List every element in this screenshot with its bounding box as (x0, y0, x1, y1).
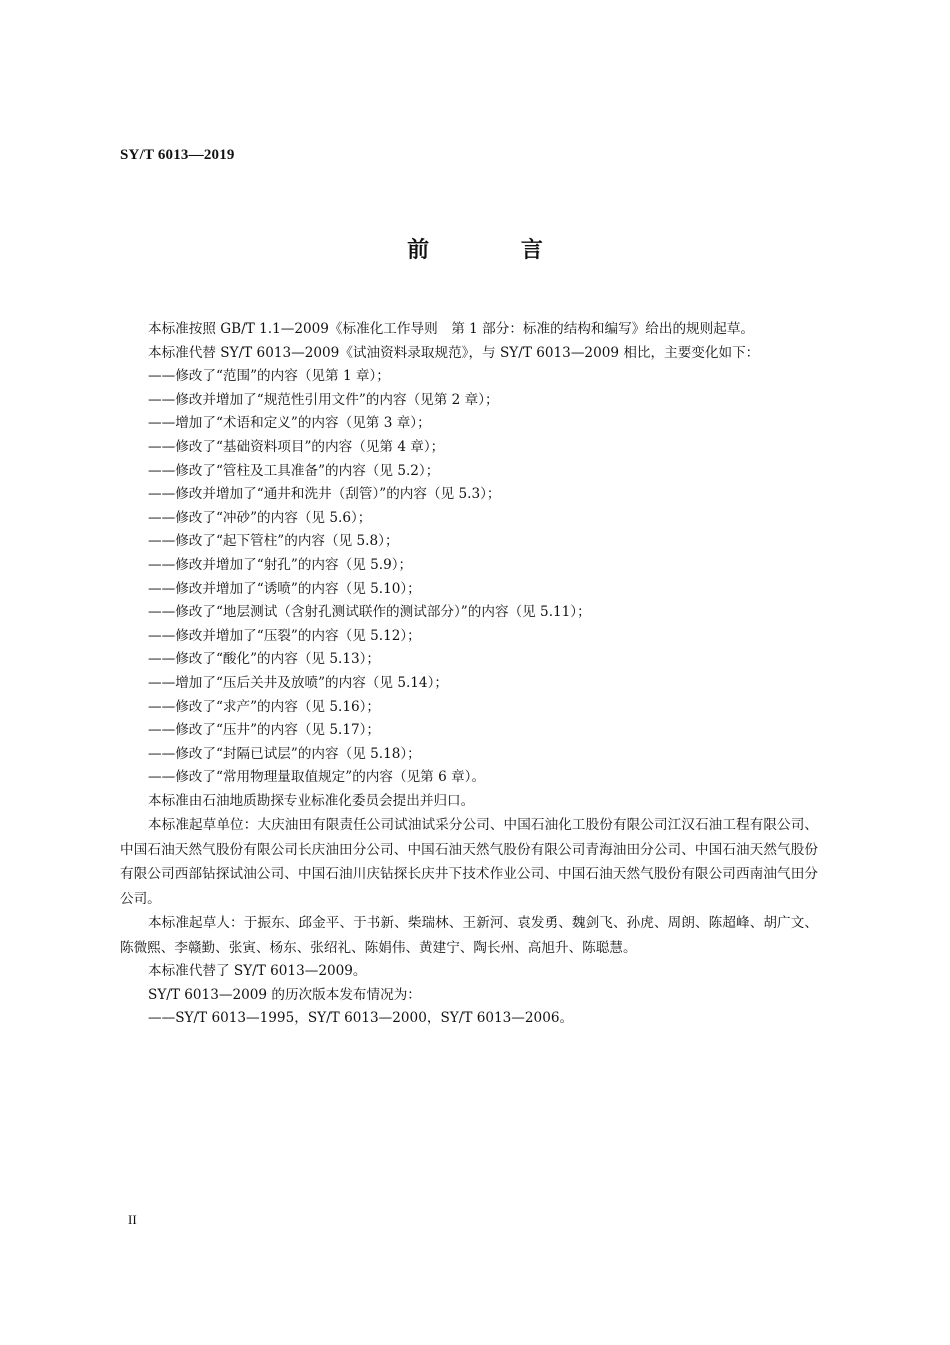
history-list-paragraph: ——SY/T 6013—1995，SY/T 6013—2000，SY/T 6013—2006。 (148, 1010, 574, 1027)
list-item: ——修改了“管柱及工具准备”的内容（见 5.2）； (148, 462, 440, 479)
list-item: ——修改并增加了“压裂”的内容（见 5.12）； (148, 627, 421, 644)
list-item: ——修改并增加了“射孔”的内容（见 5.9）； (148, 556, 413, 573)
proposed-by-paragraph: 本标准由石油地质勘探专业标准化委员会提出并归口。 (148, 792, 475, 809)
list-item: ——修改了“压井”的内容（见 5.17）； (148, 722, 380, 739)
list-item: ——修改了“范围”的内容（见第 1 章）； (148, 368, 390, 385)
list-item: ——增加了“压后关井及放喷”的内容（见 5.14）； (148, 674, 448, 691)
list-item: ——修改并增加了“诱喷”的内容（见 5.10）； (148, 580, 421, 597)
list-item: ——修改并增加了“通井和洗井（刮管）”的内容（见 5.3）； (148, 486, 501, 503)
page-number: II (128, 1212, 137, 1227)
drafting-units-paragraph: 本标准起草单位：大庆油田有限责任公司试油试采分公司、中国石油化工股份有限公司江汉石油工程有限公司、中国石油天然气股份有限公司长庆油田分公司、中国石油天然气股份有限公司青海油田分公司、中国石油天然气股份有限公司西部钻探试油公司、中国石油川庆钻探长庆井下技术作业公司、中国石油天然气股份有限公司西南油气田分公司。 (120, 817, 818, 907)
list-item: ——修改了“求产”的内容（见 5.16）； (148, 698, 380, 715)
standard-code: SY/T 6013—2019 (120, 147, 235, 163)
replaced-paragraph: 本标准代替了 SY/T 6013—2009。 (148, 962, 367, 979)
list-item: ——修改了“起下管柱”的内容（见 5.8）； (148, 533, 399, 550)
replaces-intro-paragraph: 本标准代替 SY/T 6013—2009《试油资料录取规范》，与 SY/T 6013—2009 相比，主要变化如下： (148, 344, 760, 361)
changes-list (120, 365, 818, 790)
list-item: ——修改了“酸化”的内容（见 5.13）； (148, 651, 380, 668)
list-item: ——修改了“基础资料项目”的内容（见第 4 章）； (148, 438, 445, 455)
drafters-paragraph: 本标准起草人：于振东、邱金平、于书新、柴瑞林、王新河、袁发勇、魏剑飞、孙虎、周朗、陈超峰、胡广文、陈微熙、李赣勤、张寅、杨东、张绍礼、陈娟伟、黄建宁、陶长州、高旭升、陈聪慧。 (120, 915, 818, 956)
list-item: ——修改并增加了“规范性引用文件”的内容（见第 2 章）； (148, 391, 499, 408)
document-body (120, 318, 818, 1031)
list-item: ——增加了“术语和定义”的内容（见第 3 章）； (148, 415, 431, 432)
drafting-rule-paragraph: 本标准按照 GB/T 1.1—2009《标准化工作导则 第 1 部分：标准的结构和编写》给出的规则起草。 (148, 321, 755, 337)
list-item: ——修改了“封隔已试层”的内容（见 5.18）； (148, 745, 421, 762)
history-intro-paragraph: SY/T 6013—2009 的历次版本发布情况为： (148, 986, 421, 1003)
page-title: 前 言 (407, 238, 585, 263)
list-item: ——修改了“冲砂”的内容（见 5.6）； (148, 509, 372, 526)
list-item: ——修改了“地层测试（含射孔测试联作的测试部分）”的内容（见 5.11）； (148, 604, 591, 621)
list-item: ——修改了“常用物理量取值规定”的内容（见第 6 章）。 (148, 769, 486, 786)
